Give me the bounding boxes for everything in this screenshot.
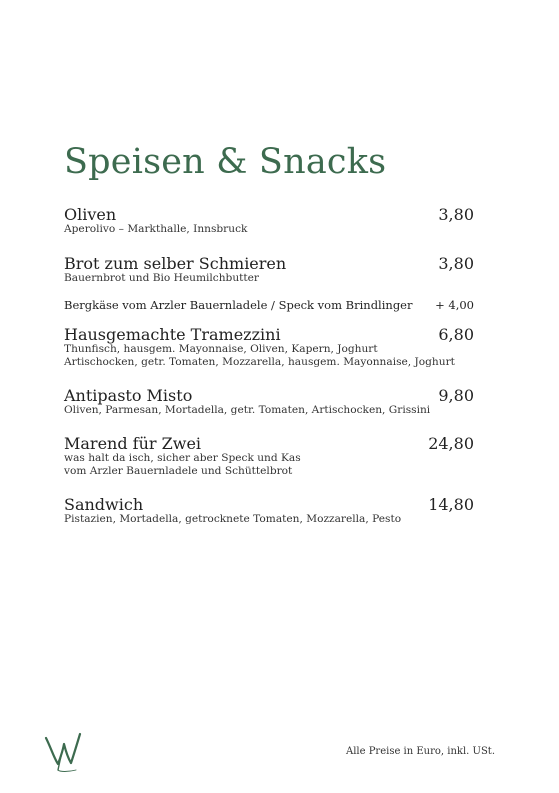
item-price: 9,80 — [438, 386, 474, 405]
item-name: Brot zum selber Schmieren — [64, 254, 287, 273]
item-price: 6,80 — [438, 325, 474, 344]
menu-item-antipasto — [64, 387, 474, 417]
menu-item-oliven — [64, 206, 474, 236]
item-price: + 4,00 — [435, 298, 474, 312]
item-description: Thunfisch, hausgem. Mayonnaise, Oliven, Kapern, Joghurt — [64, 343, 378, 355]
item-price: 14,80 — [428, 495, 474, 514]
menu-item-tramezzini — [64, 326, 474, 369]
item-name: Bergkäse vom Arzler Bauernladele / Speck vom Brindlinger — [64, 298, 413, 312]
menu-item-marend — [64, 435, 474, 478]
item-description: Bauernbrot und Bio Heumilchbutter — [64, 272, 260, 284]
item-description: vom Arzler Bauernladele und Schüttelbrot — [64, 465, 293, 477]
item-description: Artischocken, getr. Tomaten, Mozzarella, hausgem. Mayonnaise, Joghurt — [64, 356, 455, 368]
menu-item-brot — [64, 255, 474, 285]
item-description: Aperolivo – Markthalle, Innsbruck — [64, 223, 248, 235]
monogram-logo-icon — [42, 730, 84, 774]
item-name: Hausgemachte Tramezzini — [64, 325, 281, 344]
item-description: Oliven, Parmesan, Mortadella, getr. Tomaten, Artischocken, Grissini — [64, 404, 431, 416]
item-description: was halt da isch, sicher aber Speck und Kas — [64, 452, 301, 464]
menu-list — [64, 206, 474, 526]
page-title: Speisen & Snacks — [64, 142, 387, 182]
menu-item-sandwich — [64, 496, 474, 526]
item-name: Antipasto Misto — [64, 386, 193, 405]
item-price: 3,80 — [438, 205, 474, 224]
item-name: Marend für Zwei — [64, 434, 202, 453]
item-name: Sandwich — [64, 495, 144, 514]
price-note: Alle Preise in Euro, inkl. USt. — [345, 746, 495, 757]
item-price: 24,80 — [428, 434, 474, 453]
menu-item-bergkaese-addon — [64, 299, 474, 312]
item-description: Pistazien, Mortadella, getrocknete Tomaten, Mozzarella, Pesto — [64, 513, 402, 525]
item-name: Oliven — [64, 205, 117, 224]
item-price: 3,80 — [438, 254, 474, 273]
